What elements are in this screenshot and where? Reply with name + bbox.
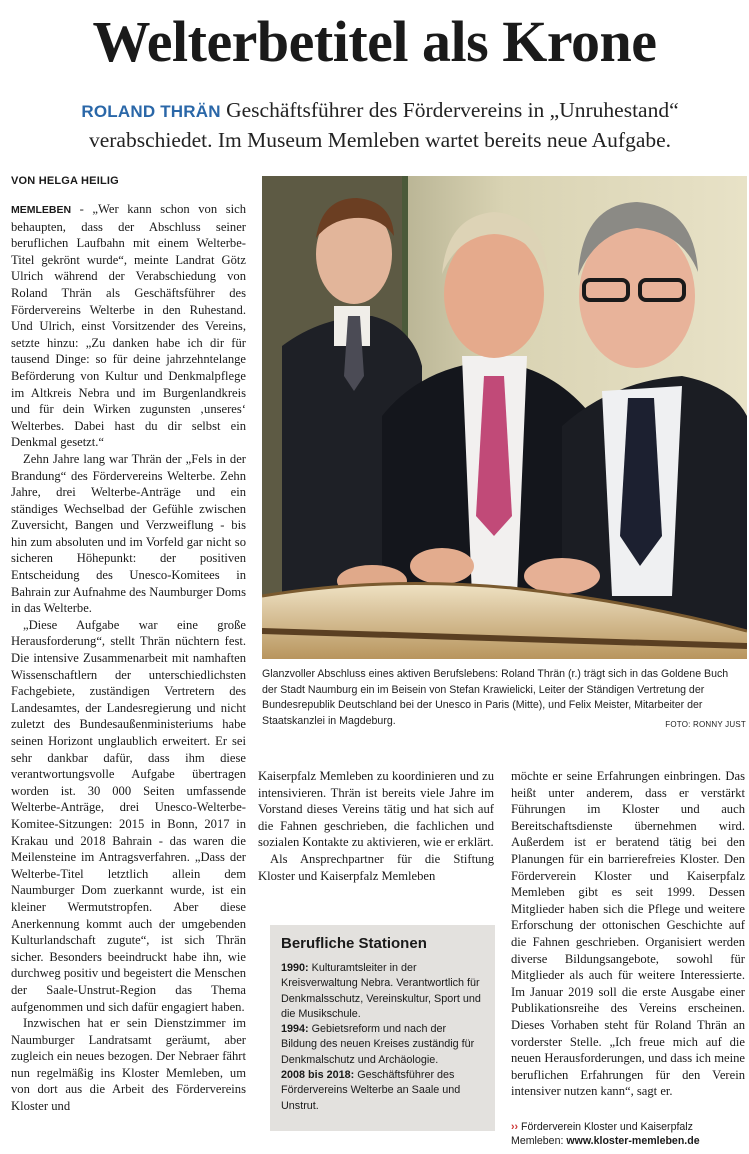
paragraph: möchte er seine Erfahrungen einbringen. Das heißt unter anderem, dass er verstärkt Führungen im Kloster und auch Bereitschaftsdienste übernehmen wird. Außerdem ist er beratend tätig bei den Planungen für ein barrierefreies Kloster. Den Förderverein Kloster und Kaiserpfalz Memleben gibt es seit 1999. Dessen Mitglieder haben sich die Pflege und weitere Erforschung der ottonischen Geschichte auf die Fahnen geschrieben. Organisiert werden diverse Bildungsangebote, sowohl für Mitglieder als auch für weitere Interessierte. Im Januar 2019 soll die erste Ausgabe einer Publikationsreihe des Vereins erscheinen. Dieses Vorhaben steht für Roland Thrän an vorderster Stelle. „Ich freue mich auf die neuen Herausforderungen, und dass ich meine beruflichen Erfahrungen für den Verein intensiver nutzen kann“, sagt er.	[511, 769, 745, 1099]
article-column-1	[11, 201, 246, 1146]
paragraph-text: - „Wer kann schon von sich behaupten, dass der Abschluss seiner beruflichen Laufbahn mit einem Welterbe-Titel gekrönt wurde“, meinte Landrat Götz Ulrich während der Verabschiedung von Roland Thrän als Geschäftsführer des Fördervereins Welterbe in den Ruhestand. Und Ulrich, einst Vorsitzender des Vereins, setzte hinzu: „Zu danken habe ich dir für tausend Dinge: so für deine jahrzehntelange Beförderung von Kultur und Denkmalpflege im Altkreis Nebra und im Burgenlandkreis und für dein Wirken zugunsten ‚unseres‘ Welterbes. Dabei hast du dir selbst ein Denkmal gesetzt.“	[11, 202, 246, 450]
website-reference	[511, 1120, 746, 1148]
paragraph: Inzwischen hat er sein Dienstzimmer im Naumburger Landratsamt geräumt, aber zugleich ein neues bezogen. Der Nebraer fährt nun regelmäßig ins Kloster Memleben, um von dort aus die Arbeit des Fördervereins Kloster und	[11, 1016, 246, 1114]
entry-year: 2008 bis 2018:	[281, 1069, 355, 1082]
subline-kicker: ROLAND THRÄN	[81, 102, 221, 121]
entry-text: Geschäftsführer des Fördervereins Welterbe an Saale und Unstrut.	[281, 1069, 461, 1112]
photo-credit: FOTO: RONNY JUST	[665, 719, 746, 729]
paragraph	[11, 201, 246, 451]
photo-illustration	[262, 176, 747, 659]
info-box-entry	[281, 961, 485, 1022]
photo-caption	[262, 667, 746, 732]
info-box-entry	[281, 1022, 485, 1068]
dateline: MEMLEBEN	[11, 204, 72, 216]
article-photo	[262, 176, 747, 659]
paragraph: Kaiserpfalz Memleben zu koordinieren und zu intensivieren. Thrän ist bereits viele Jahre im Vorstand dieses Vereins tätig und hat sich auf die Fahnen geschrieben, die fachlichen und sozialen Kontakte zu aktivieren, wie er erklärt.	[258, 769, 494, 850]
headline: Welterbetitel als Krone	[92, 9, 657, 74]
arrow-icon: ››	[511, 1121, 519, 1133]
caption-text: Glanzvoller Abschluss eines aktiven Berufslebens: Roland Thrän (r.) trägt sich in das Goldene Buch der Stadt Naumburg ein im Beisein von Stefan Krawielicki, Leiter der Ständigen Vertretung der Bundesrepublik Deutschland bei der Unesco in Paris (Mitte), und Felix Meister, Mitarbeiter der Staatskanzlei in Magdeburg.	[262, 668, 729, 727]
link-label: Förderverein Kloster und Kaiserpfalz Memleben:	[511, 1121, 693, 1147]
info-box	[270, 925, 495, 1131]
info-box-entry	[281, 1068, 485, 1114]
website-link[interactable]: www.kloster-memleben.de	[566, 1135, 700, 1147]
article-column-2	[258, 768, 494, 898]
subline	[30, 96, 730, 154]
paragraph: Als Ansprechpartner für die Stiftung Kloster und Kaiserpfalz Memleben	[258, 851, 494, 883]
byline: VON HELGA HEILIG	[11, 175, 119, 187]
article-column-3	[511, 768, 745, 1113]
paragraph: Zehn Jahre lang war Thrän der „Fels in der Brandung“ des Fördervereins Welterbe. Zehn Jahre, drei Welterbe-Anträge und ein ständiges Wechselbad der Gefühle zwischen Zuversicht, Bangen und Verzweiflung - bis hin zum absoluten und im Vorfeld gar nicht so sicheren Höhepunkt: der positiven Entscheidung des Unesco-Komitees in Bahrain zur Aufnahme des Naumburger Doms in das Welterbe.	[11, 451, 246, 616]
entry-text: Gebietsreform und nach der Bildung des neuen Kreises zuständig für Denkmalschutz und Archäologie.	[281, 1023, 475, 1066]
subline-text: Geschäftsführer des Fördervereins in „Unruhestand“ verabschiedet. Im Museum Memleben wartet bereits neue Aufgabe.	[88, 98, 679, 152]
entry-year: 1994:	[281, 1023, 309, 1036]
info-box-title: Berufliche Stationen	[281, 935, 427, 952]
entry-year: 1990:	[281, 962, 309, 974]
entry-text: Kulturamtsleiter in der Kreisverwaltung Nebra. Verantwortlich für Denkmalsschutz, Vereinskultur, Sport und die Musikschule.	[281, 962, 481, 1020]
paragraph: „Diese Aufgabe war eine große Herausforderung“, stellt Thrän nüchtern fest. Die intensive Zusammenarbeit mit namhaften Wissenschaftlern der unterschiedlichsten Fachgebiete, zuständigen Vertretern des Landesamtes, der Landesregierung und nicht zuletzt des Bundesaußenministeriums habe seinen Horizont unglaublich erweitert. Er sei sehr dankbar dafür, dass ihm diese verantwortungsvolle Aufgabe übertragen worden ist. 30 000 Seiten umfassende Welterbe-Anträge, drei Unesco-Welterbe-Komitee-Sitzungen: 2015 in Bonn, 2017 in Krakau und 2018 Bahrain - das waren die Meilensteine im Antragsverfahren. „Dass der Welterbe-Titel letztlich allein dem Naumburger Dom zuerkannt wurde, ist ein kleiner Wermutstropfen. Aber diese Anerkennung kommt auch der umgebenden Kulturlandschaft zugute“, ist sich Thrän sicher. Besonders beeindruckt habe ihn, wie durchweg positiv und begeistert die Menschen der Saale-Unstrut-Region das Thema aufgenommen und sich dafür engagiert haben.	[11, 617, 246, 1014]
